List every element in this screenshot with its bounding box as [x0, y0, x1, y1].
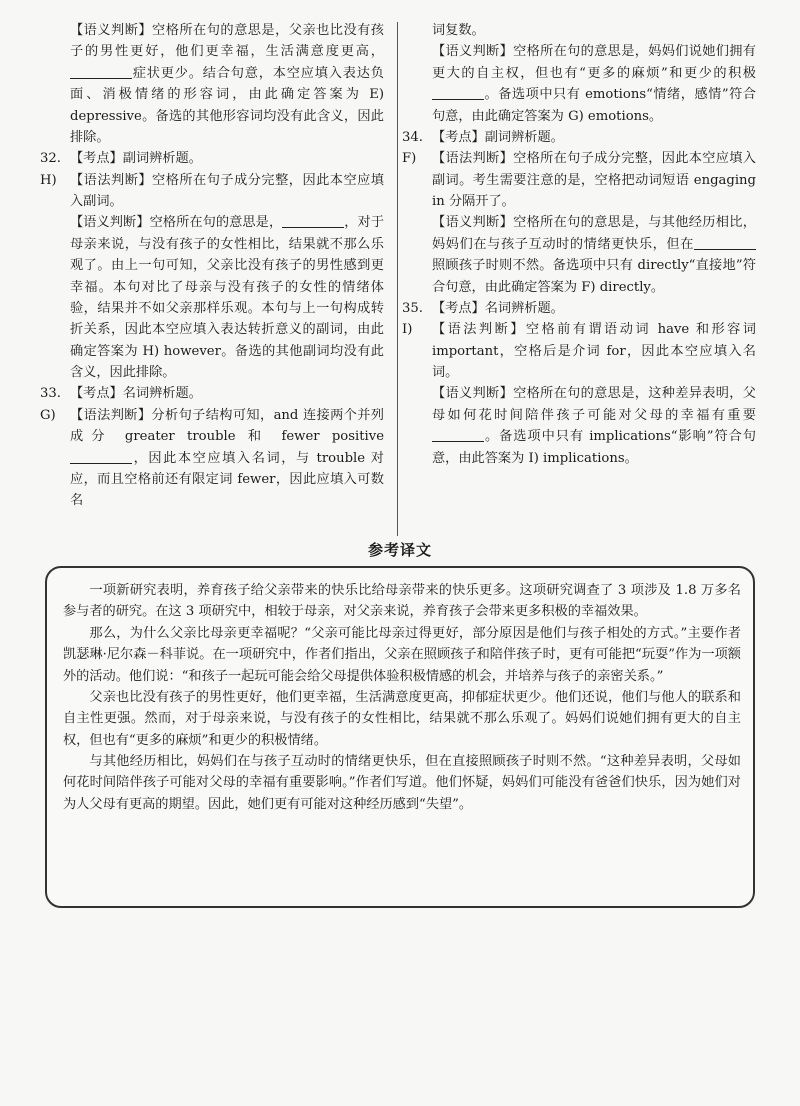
answer-blank [694, 237, 756, 250]
q32-heading: 32. 【考点】副词辨析题。 [40, 151, 202, 167]
answer-blank [282, 216, 344, 229]
answer-blank [432, 429, 484, 442]
q32-grammar: H) 【语法判断】空格所在句子成分完整，因此本空应填入副词。 [40, 172, 384, 209]
q34-heading: 34. 【考点】副词辨析题。 [402, 129, 564, 145]
q33-grammar: G) 【语法判断】分析句子结构可知，and 连接两个并列成分 greater trouble 和 fewer positive ，因此本空应填入名词，与 trouble 对应，而且空格前还有限定词 fewer，因此应填入可数名 [40, 407, 384, 509]
left-column [40, 20, 385, 512]
q32-semantic: 【语义判断】空格所在句的意思是， ，对于母亲来说，与没有孩子的女性相比，结果就不那么乐观了。由上一句可知，父亲比没有孩子的男性感到更幸福。本句对比了母亲与没有孩子的女性的情绪体验，结果并不如父亲那样乐观。本句与上一句构成转折关系，因此本空应填入表达转折意义的副词，由此确定答案为 H) however。备选的其他副词均没有此含义，因此排除。 [70, 215, 385, 380]
translation-paragraph: 父亲也比没有孩子的男性更好，他们更幸福，生活满意度更高，抑郁症状更少。他们还说，他们与他人的联系和自主性更强。然而，对于母亲来说，与没有孩子的女性相比，结果就不那么乐观了。妈妈们说她们拥有更大的自主权，但也有“更多的麻烦”和更少的积极情绪。 [63, 689, 741, 748]
q33-semantic: 【语义判断】空格所在句的意思是，妈妈们说她们拥有更大的自主权，但也有“更多的麻烦”和更少的积极。备选项中只有 emotions“情绪，感情”符合句意，由此确定答案为 G) emotions。 [432, 44, 756, 124]
q35-heading: 35. 【考点】名词辨析题。 [402, 300, 564, 316]
translation-title: 参考译文 [367, 541, 432, 559]
q34-grammar: F) 【语法判断】空格所在句子成分完整，因此本空应填入副词。考生需要注意的是，空格把动词短语 engaging in 分隔开了。 [402, 151, 756, 209]
q33-continuation: 词复数。 [432, 23, 485, 38]
q33-heading: 33. 【考点】名词辨析题。 [40, 386, 202, 402]
answer-blank [432, 87, 484, 100]
column-divider [397, 22, 398, 536]
q31-semantic: 【语义判断】空格所在句的意思是，父亲也比没有孩子的男性更好，他们更幸福，生活满意度更高，症状更少。结合句意，本空应填入表达负面、消极情绪的形容词，由此确定答案为 E) depressive。备选的其他形容词均没有此含义，因此排除。 [70, 23, 384, 145]
q34-semantic: 【语义判断】空格所在句的意思是，与其他经历相比，妈妈们在与孩子互动时的情绪更快乐，但在照顾孩子时则不然。备选项中只有 directly“直接地”符合句意，由此确定答案为 F) directly。 [432, 215, 756, 295]
q35-grammar: I) 【语法判断】空格前有谓语动词 have 和形容词 important，空格后是介词 for，因此本空应填入名词。 [402, 322, 756, 380]
right-column [402, 20, 756, 469]
answer-blank [70, 66, 132, 79]
translation-paragraph: 一项新研究表明，养育孩子给父亲带来的快乐比给母亲带来的快乐更多。这项研究调查了 3 项涉及 1.8 万多名参与者的研究。在这 3 项研究中，相较于母亲，对父亲来说，养育孩子会带来更多积极的幸福效果。 [63, 583, 741, 620]
translation-paragraph: 那么，为什么父亲比母亲更幸福呢？“父亲可能比母亲过得更好，部分原因是他们与孩子相处的方式。”主要作者凯瑟琳·尼尔森－科菲说。在一项研究中，作者们指出，父亲在照顾孩子和陪伴孩子时，更有可能把“玩耍”作为一项额外的活动。他们说：“和孩子一起玩可能会给父母提供体验积极情感的机会，并培养与孩子的亲密关系。” [63, 625, 741, 684]
translation-box [45, 566, 755, 908]
answer-blank [70, 451, 132, 464]
q35-semantic: 【语义判断】空格所在句的意思是，这种差异表明，父母如何花时间陪伴孩子可能对父母的幸福有重要。备选项中只有 implications“影响”符合句意，由此答案为 I) implications。 [432, 386, 756, 466]
translation-paragraph: 与其他经历相比，妈妈们在与孩子互动时的情绪更快乐，但在直接照顾孩子时则不然。“这种差异表明，父母如何花时间陪伴孩子可能对父母的幸福有重要影响。”作者们写道。他们怀疑，妈妈们可能没有爸爸们快乐，因为她们对为人父母有更高的期望。因此，她们更有可能对这种经历感到“失望”。 [63, 754, 741, 812]
